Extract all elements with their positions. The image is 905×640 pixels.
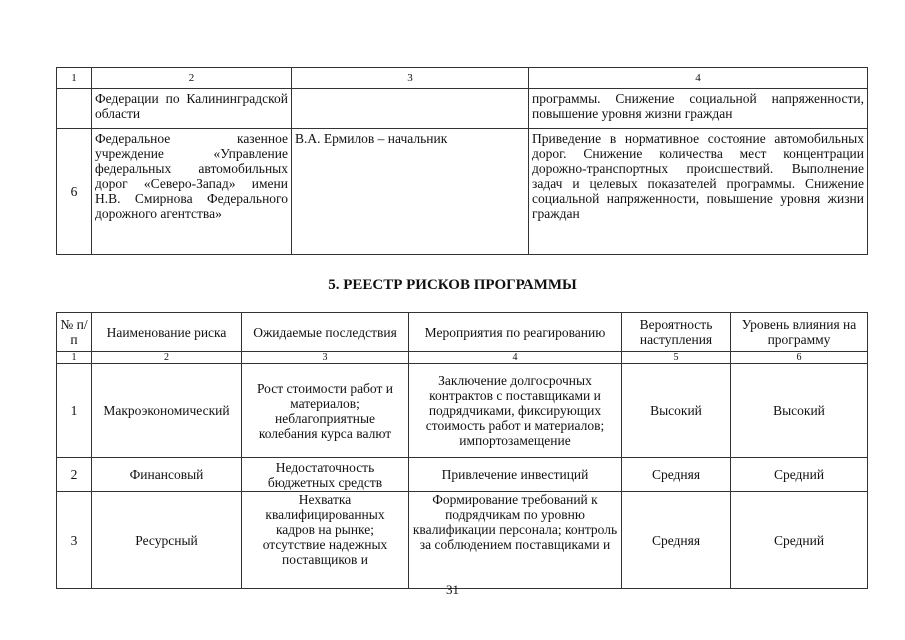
risk-name-cell: Ресурсный <box>92 492 242 589</box>
probability-cell: Средняя <box>622 458 731 492</box>
measures-cell: Привлечение инвестиций <box>409 458 622 492</box>
row-number: 2 <box>57 458 92 492</box>
header-risk-name: Наименование риска <box>92 313 242 352</box>
header-consequences: Ожидаемые последствия <box>242 313 409 352</box>
header-measures: Мероприятия по реагированию <box>409 313 622 352</box>
column-index: 4 <box>409 352 622 364</box>
column-index: 6 <box>731 352 868 364</box>
header-impact: Уровень влияния на программу <box>731 313 868 352</box>
consequences-cell: Нехватка квалифицированных кадров на рынке; отсутствие надежных поставщиков и <box>242 492 409 589</box>
probability-cell: Высокий <box>622 364 731 458</box>
table-row <box>57 492 868 589</box>
header-cell: 4 <box>529 68 868 89</box>
row-number: 1 <box>57 364 92 458</box>
table-header-row <box>57 68 868 89</box>
table-row <box>57 364 868 458</box>
header-cell: 2 <box>92 68 292 89</box>
table-row <box>57 129 868 255</box>
row-number: 3 <box>57 492 92 589</box>
measures-cell: Формирование требований к подрядчикам по уровню квалификации персонала; контроль за соблюдением поставщиками и <box>409 492 622 589</box>
impact-cell: Средний <box>731 458 868 492</box>
header-cell: 1 <box>57 68 92 89</box>
responsible-person-cell: В.А. Ермилов – начальник <box>292 129 529 255</box>
column-index: 5 <box>622 352 731 364</box>
measures-cell: Заключение долгосрочных контрактов с поставщиками и подрядчиками, фиксирующих стоимость работ и материалов; импортозамещение <box>409 364 622 458</box>
expected-result-cell: программы. Снижение социальной напряженности, повышение уровня жизни граждан <box>529 89 868 129</box>
consequences-cell: Рост стоимости работ и материалов; неблагоприятные колебания курса валют <box>242 364 409 458</box>
table-header-row <box>57 313 868 352</box>
organization-cell: Федеральное казенное учреждение «Управление федеральных автомобильных дорог «Северо-Запад» имени Н.В. Смирнова Федерального дорожного агентства» <box>92 129 292 255</box>
risk-register-table <box>56 312 868 589</box>
column-index: 3 <box>242 352 409 364</box>
page-number: 31 <box>446 582 459 597</box>
row-number <box>57 89 92 129</box>
expected-result-cell: Приведение в нормативное состояние автомобильных дорог. Снижение количества мест концентрации дорожно-транспортных происшествий. Выполнение задач и целевых показателей программы. Снижение социальной напряженности, повышение уровня жизни граждан <box>529 129 868 255</box>
organization-cell: Федерации по Калининградской области <box>92 89 292 129</box>
risk-name-cell: Макроэкономический <box>92 364 242 458</box>
table-row <box>57 458 868 492</box>
consequences-cell: Недостаточность бюджетных средств <box>242 458 409 492</box>
responsible-person-cell <box>292 89 529 129</box>
table-row <box>57 89 868 129</box>
probability-cell: Средняя <box>622 492 731 589</box>
header-number: № п/п <box>57 313 92 352</box>
section-title: 5. РЕЕСТР РИСКОВ ПРОГРАММЫ <box>328 277 577 293</box>
risk-name-cell: Финансовый <box>92 458 242 492</box>
header-probability: Вероятность наступления <box>622 313 731 352</box>
continuation-table <box>56 67 868 255</box>
column-index: 1 <box>57 352 92 364</box>
impact-cell: Высокий <box>731 364 868 458</box>
column-index-row <box>57 352 868 364</box>
header-cell: 3 <box>292 68 529 89</box>
column-index: 2 <box>92 352 242 364</box>
row-number: 6 <box>57 129 92 255</box>
impact-cell: Средний <box>731 492 868 589</box>
